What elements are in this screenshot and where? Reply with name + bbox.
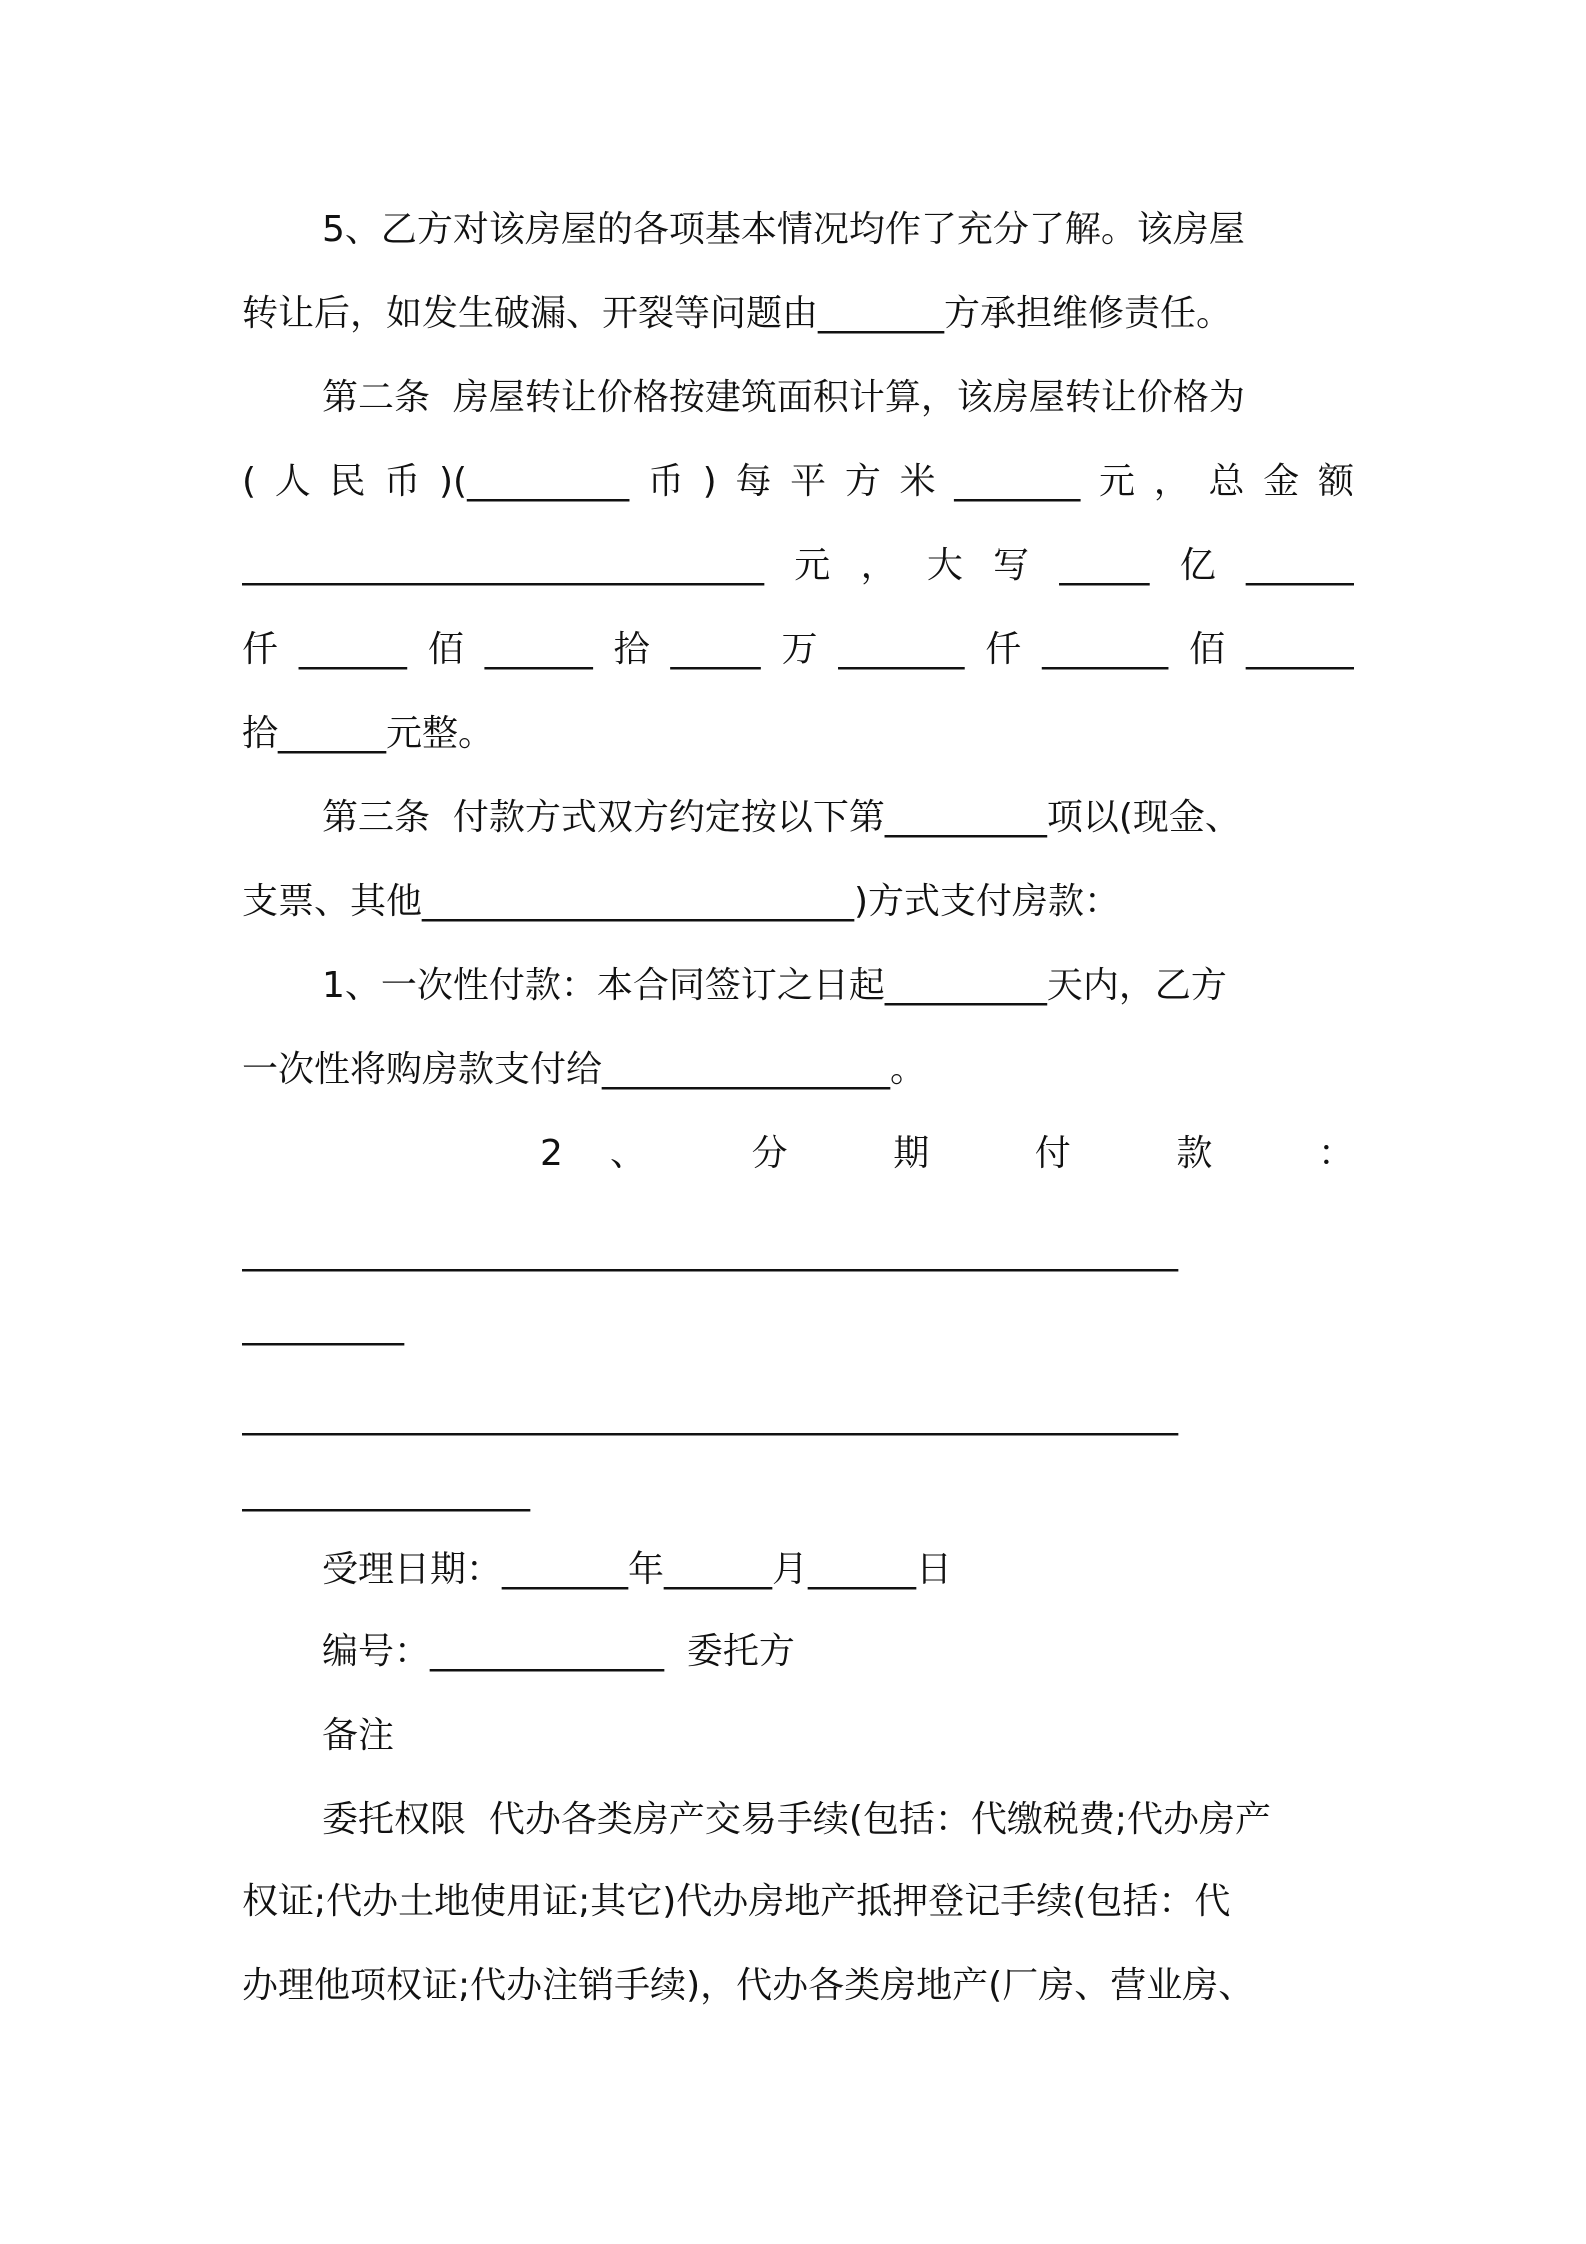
installment-blank-4: ________________ (242, 1471, 530, 1512)
installment-blank-1: ____________________________________________________ (242, 1231, 1178, 1272)
lump-sum-line-2: 一次性将购房款支付给________________。 (242, 1049, 927, 1090)
acceptance-date: 受理日期：_______年______月______日 (322, 1549, 953, 1590)
article-2-line-2: (人民币)(_________币)每平方米_______元，总金额 (242, 461, 1354, 502)
installment-blank-2: _________ (242, 1305, 404, 1346)
article-3-line-1: 第三条 付款方式双方约定按以下第_________项以(现金、 (322, 797, 1241, 838)
authority-line-1: 委托权限 代办各类房产交易手续(包括：代缴税费;代办房产 (322, 1799, 1272, 1840)
authority-line-2: 权证;代办土地使用证;其它)代办房地产抵押登记手续(包括：代 (242, 1881, 1231, 1922)
article-2-line-3: _____________________________元，大写_____亿______ (242, 545, 1354, 586)
article-2-line-1: 第二条 房屋转让价格按建筑面积计算，该房屋转让价格为 (322, 377, 1245, 418)
installment-blank-3: ____________________________________________________ (242, 1395, 1178, 1436)
serial-number-and-principal: 编号：_____________ 委托方 (322, 1631, 795, 1672)
article-3-line-2: 支票、其他________________________)方式支付房款： (242, 881, 1121, 922)
clause-5-line-1: 5、乙方对该房屋的各项基本情况均作了充分了解。该房屋 (322, 209, 1245, 250)
clause-5-line-2: 转让后，如发生破漏、开裂等问题由_______方承担维修责任。 (242, 293, 1233, 334)
installment-heading: 2、 分 期 付 款 ： (540, 1133, 1354, 1174)
article-2-line-4: 仟______佰______拾_____万_______仟_______佰______ (242, 629, 1354, 670)
authority-line-3: 办理他项权证;代办注销手续)，代办各类房地产(厂房、营业房、 (242, 1965, 1255, 2006)
article-2-line-5: 拾______元整。 (242, 713, 495, 754)
remarks-label: 备注 (322, 1715, 395, 1756)
lump-sum-line-1: 1、一次性付款：本合同签订之日起_________天内，乙方 (322, 965, 1227, 1006)
